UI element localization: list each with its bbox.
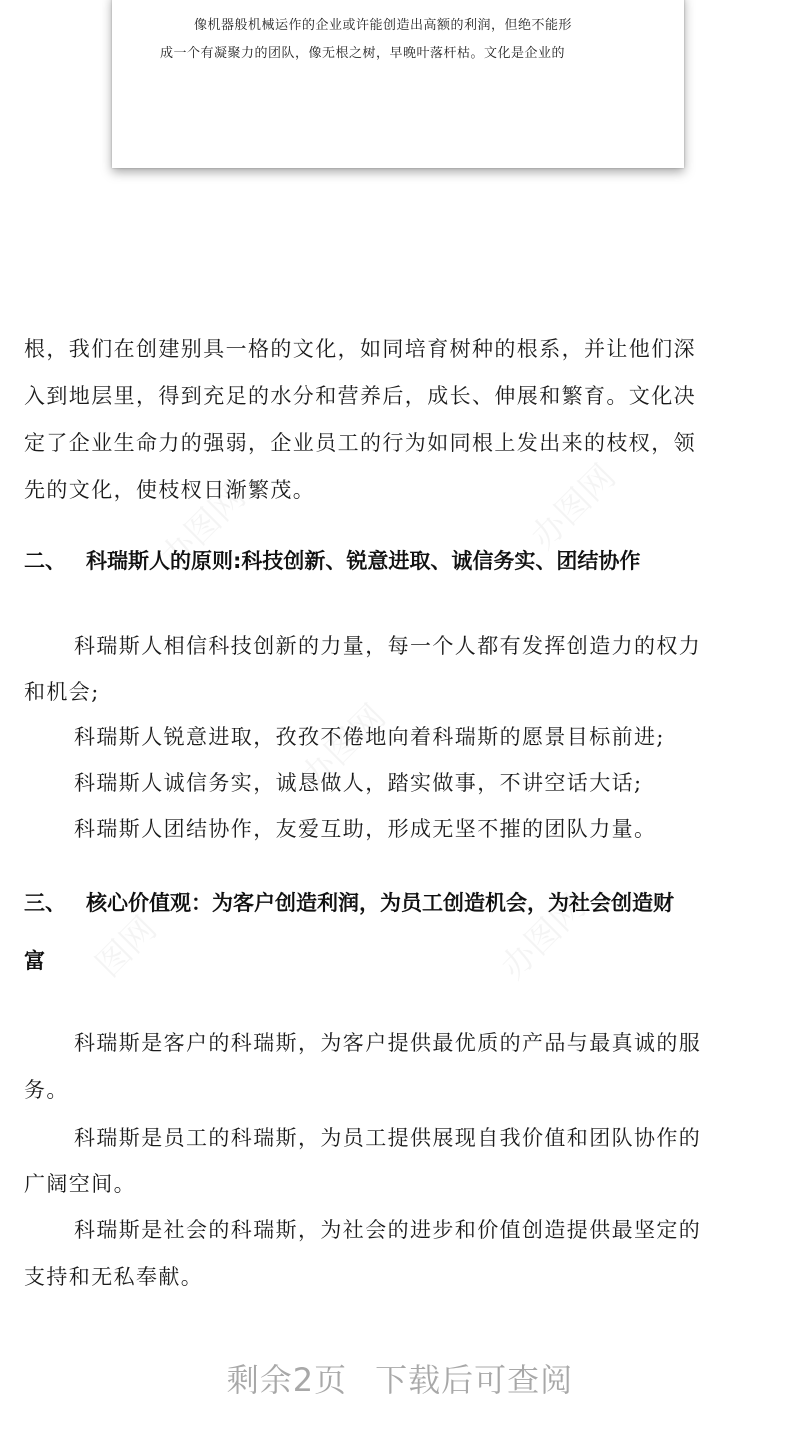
body-text-line: 定了企业生命力的强弱，企业员工的行为如同根上发出来的枝杈，领 xyxy=(24,431,696,455)
body-text-line: 科瑞斯人团结协作，友爱互助，形成无坚不摧的团队力量。 xyxy=(74,817,657,841)
previous-page-preview xyxy=(112,0,684,168)
body-text-line: 务。 xyxy=(24,1078,69,1102)
body-text-line: 科瑞斯人锐意进取，孜孜不倦地向着科瑞斯的愿景目标前进; xyxy=(74,725,665,749)
body-text-line: 入到地层里，得到充足的水分和营养后，成长、伸展和繁育。文化决 xyxy=(24,384,696,408)
section-title: 科瑞斯人的原则:科技创新、锐意进取、诚信务实、团结协作 xyxy=(86,549,641,573)
preview-line: 成一个有凝聚力的团队，像无根之树，早晚叶落杆枯。文化是企业的 xyxy=(160,46,566,61)
body-text-line: 科瑞斯人相信科技创新的力量，每一个人都有发挥创造力的权力 xyxy=(74,634,702,658)
body-text-line: 科瑞斯是员工的科瑞斯，为员工提供展现自我价值和团队协作的 xyxy=(74,1126,702,1150)
body-text-line: 科瑞斯是客户的科瑞斯，为客户提供最优质的产品与最真诚的服 xyxy=(74,1031,702,1055)
section-number: 三、 xyxy=(24,891,66,915)
section-title: 核心价值观：为客户创造利润，为员工创造机会，为社会创造财 xyxy=(86,891,674,915)
section-heading-3-continued: 富 xyxy=(24,949,45,973)
section-number: 二、 xyxy=(24,549,66,573)
download-to-view-label[interactable]: 下载后可查阅 xyxy=(375,1361,574,1399)
watermark xyxy=(518,451,625,558)
download-prompt[interactable] xyxy=(0,1355,800,1401)
section-heading-3 xyxy=(24,887,776,917)
body-text-line: 和机会; xyxy=(24,680,100,704)
body-text-line: 先的文化，使枝杈日渐繁茂。 xyxy=(24,478,316,502)
section-heading-2 xyxy=(24,545,776,575)
body-text-line: 广阔空间。 xyxy=(24,1172,136,1196)
body-text-line: 支持和无私奉献。 xyxy=(24,1265,204,1289)
body-text-line: 科瑞斯人诚信务实，诚恳做人，踏实做事，不讲空话大话; xyxy=(74,771,643,795)
body-text-line: 科瑞斯是社会的科瑞斯，为社会的进步和价值创造提供最坚定的 xyxy=(74,1218,702,1242)
preview-line: 像机器般机械运作的企业或许能创造出高额的利润，但绝不能形 xyxy=(194,18,573,33)
remaining-pages-label: 剩余2页 xyxy=(226,1361,348,1399)
body-text-line: 根，我们在创建别具一格的文化，如同培育树种的根系，并让他们深 xyxy=(24,337,696,361)
